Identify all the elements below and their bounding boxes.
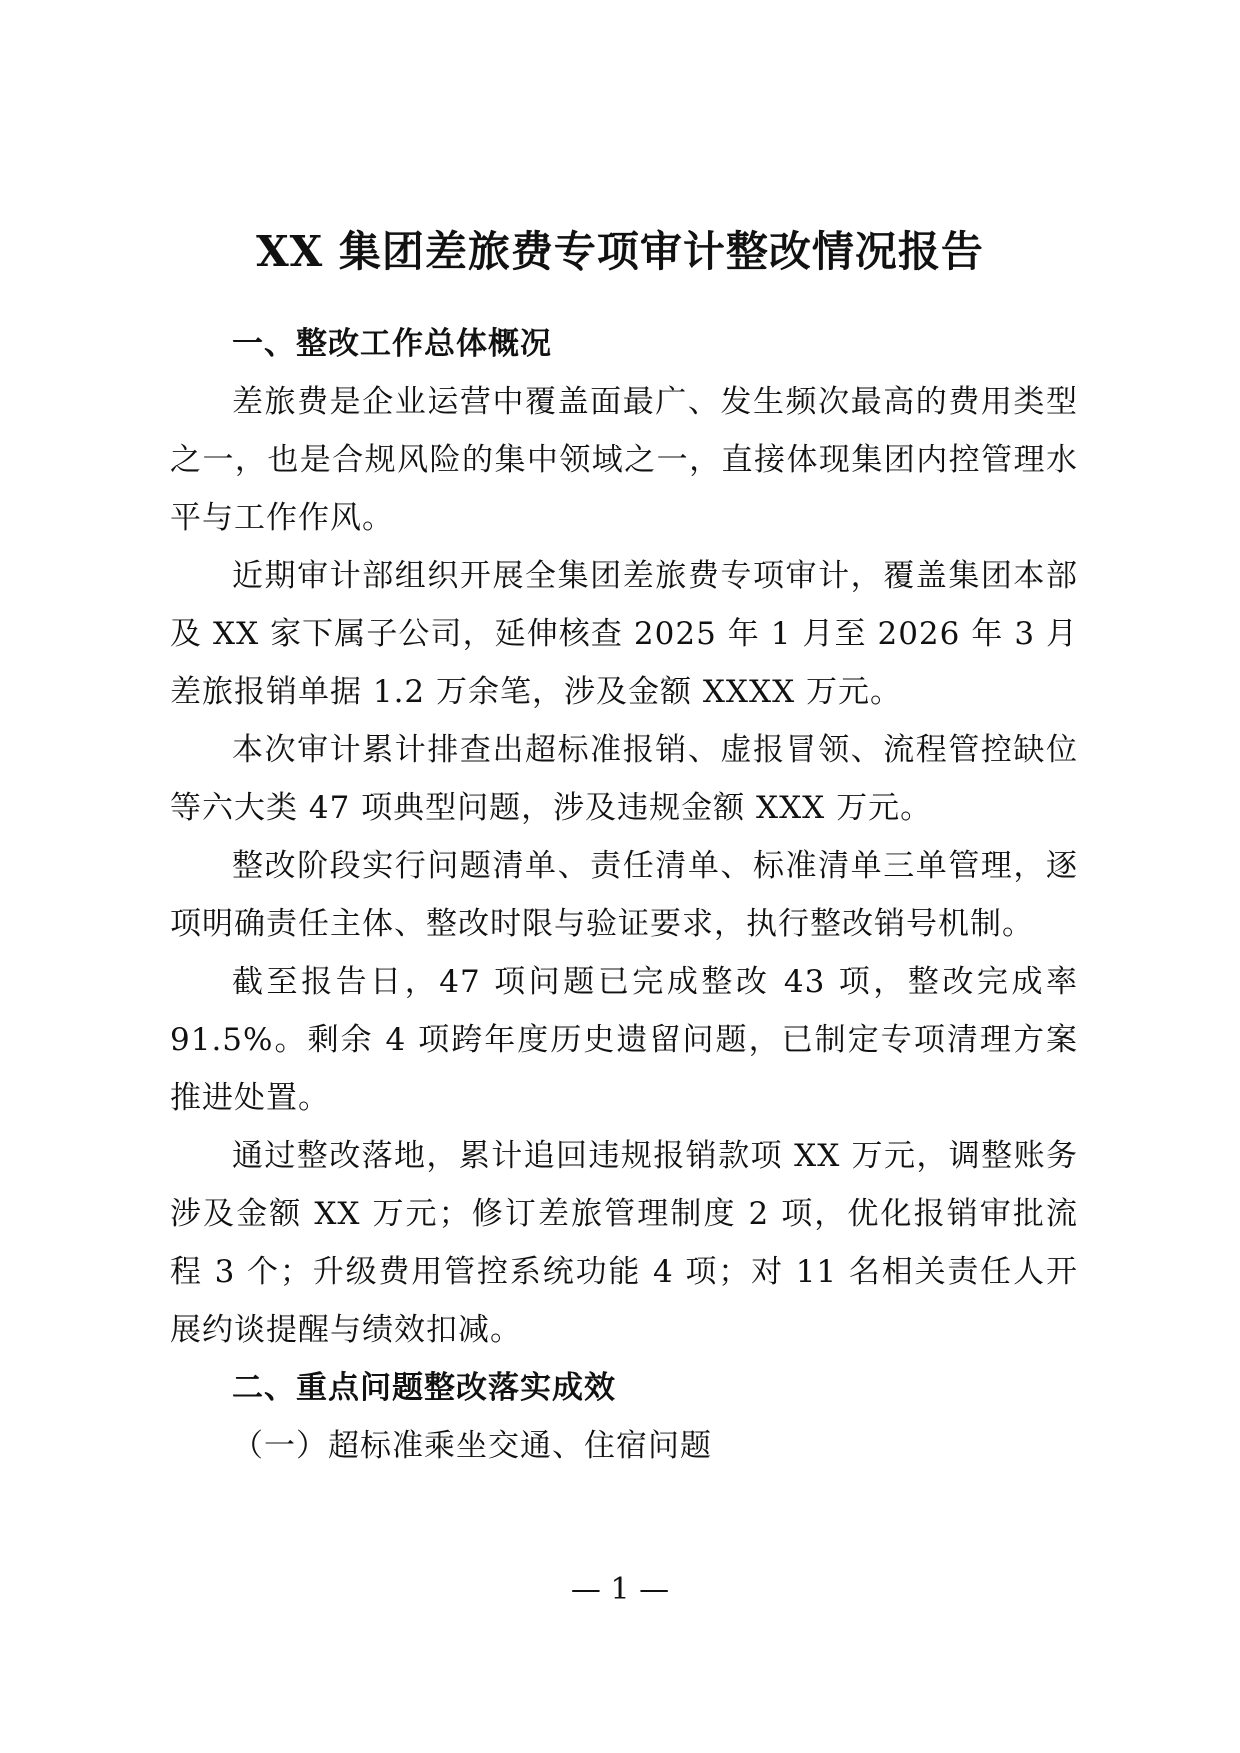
paragraph-6: 通过整改落地，累计追回违规报销款项 XX 万元，调整账务涉及金额 XX 万元；修订差旅管理制度 2 项，优化报销审批流程 3 个；升级费用管控系统功能 4 项；对 11 名相关责任人开展约谈提醒与绩效扣减。 <box>170 1138 1078 1348</box>
document-title: XX 集团差旅费专项审计整改情况报告 <box>256 227 984 276</box>
subsection-heading-1: （一）超标准乘坐交通、住宿问题 <box>232 1428 712 1464</box>
page-number: — 1 — <box>570 1572 670 1607</box>
paragraph-1: 差旅费是企业运营中覆盖面最广、发生频次最高的费用类型之一，也是合规风险的集中领域之一，直接体现集团内控管理水平与工作作风。 <box>170 384 1078 536</box>
document-body <box>170 315 1078 1475</box>
paragraph-3: 本次审计累计排查出超标准报销、虚报冒领、流程管控缺位等六大类 47 项典型问题，涉及违规金额 XXX 万元。 <box>170 732 1078 826</box>
paragraph-2: 近期审计部组织开展全集团差旅费专项审计，覆盖集团本部及 XX 家下属子公司，延伸核查 2025 年 1 月至 2026 年 3 月差旅报销单据 1.2 万余笔，涉及金额 XXXX 万元。 <box>170 558 1078 710</box>
paragraph-4: 整改阶段实行问题清单、责任清单、标准清单三单管理，逐项明确责任主体、整改时限与验证要求，执行整改销号机制。 <box>170 848 1078 942</box>
section-heading-2: 二、重点问题整改落实成效 <box>232 1370 616 1406</box>
section-heading-1: 一、整改工作总体概况 <box>232 326 552 362</box>
paragraph-5: 截至报告日，47 项问题已完成整改 43 项，整改完成率 91.5%。剩余 4 项跨年度历史遗留问题，已制定专项清理方案推进处置。 <box>170 964 1078 1116</box>
